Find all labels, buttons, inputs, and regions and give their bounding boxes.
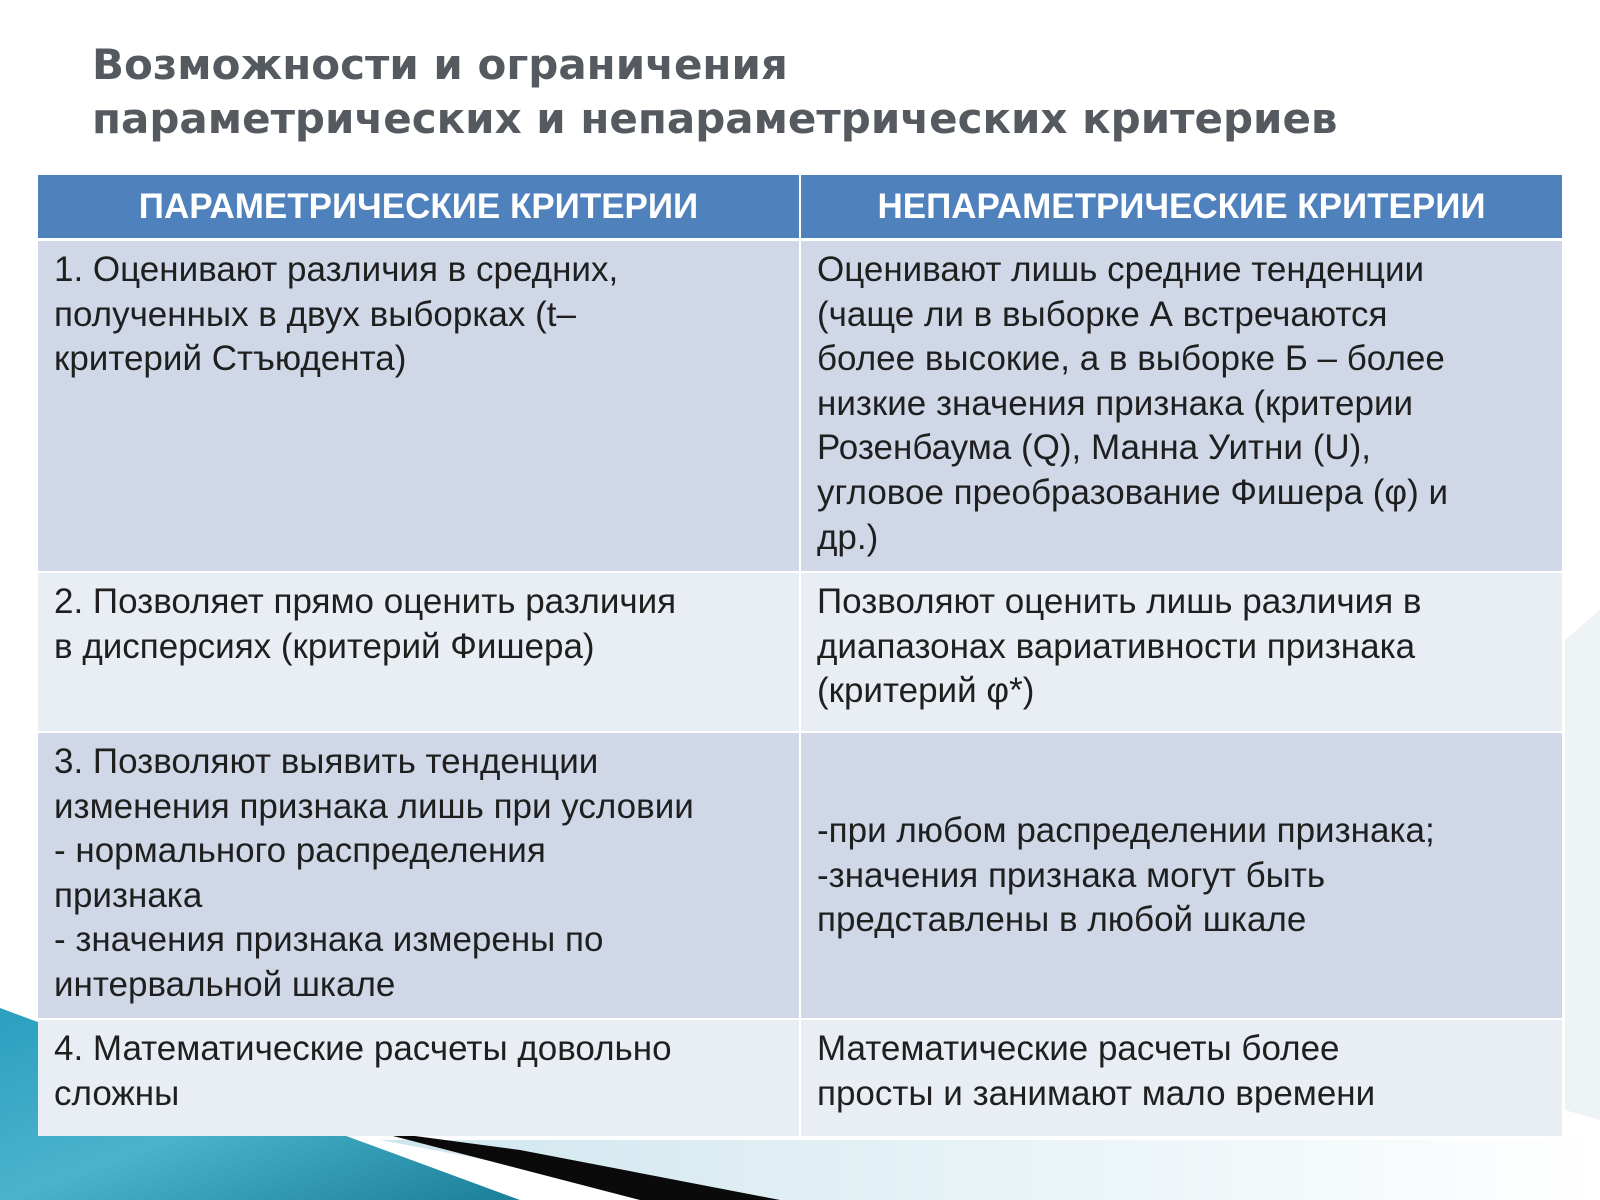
cell-parametric: 1. Оценивают различия в средних, полученных в двух выборках (t– критерий Стъюдента) <box>38 240 800 573</box>
slide-title-line-2: параметрических и непараметрических критериев <box>92 94 1338 143</box>
slide-title-line-1: Возможности и ограничения <box>92 40 788 89</box>
decor-right-sliver <box>1565 610 1600 1120</box>
cell-nonparametric: Оценивают лишь средние тенденции (чаще ли в выборке А встречаются более высокие, а в выборке Б – более низкие значения признака (критерии Розенбаума (Q), Манна Уитни (U), угловое преобразование Фишера (φ) и др.) <box>800 240 1562 573</box>
cell-parametric: 3. Позволяют выявить тенденции изменения признака лишь при условии - нормального распределения признака - значения признака измерены по интервальной шкале <box>38 732 800 1019</box>
table-row <box>38 572 1562 732</box>
header-parametric: ПАРАМЕТРИЧЕСКИЕ КРИТЕРИИ <box>38 175 800 240</box>
header-nonparametric: НЕПАРАМЕТРИЧЕСКИЕ КРИТЕРИИ <box>800 175 1562 240</box>
table-row <box>38 240 1562 573</box>
cell-parametric: 4. Математические расчеты довольно сложны <box>38 1019 800 1136</box>
table-header-row <box>38 175 1562 240</box>
cell-nonparametric: Математические расчеты более просты и занимают мало времени <box>800 1019 1562 1136</box>
table-row <box>38 732 1562 1019</box>
table-row <box>38 1019 1562 1136</box>
cell-nonparametric: -при любом распределении признака; -значения признака могут быть представлены в любой шкале <box>800 732 1562 1019</box>
cell-nonparametric: Позволяют оценить лишь различия в диапазонах вариативности признака (критерий φ*) <box>800 572 1562 732</box>
slide-title <box>92 38 1492 146</box>
criteria-comparison-table <box>38 175 1562 1136</box>
cell-parametric: 2. Позволяет прямо оценить различия в дисперсиях (критерий Фишера) <box>38 572 800 732</box>
